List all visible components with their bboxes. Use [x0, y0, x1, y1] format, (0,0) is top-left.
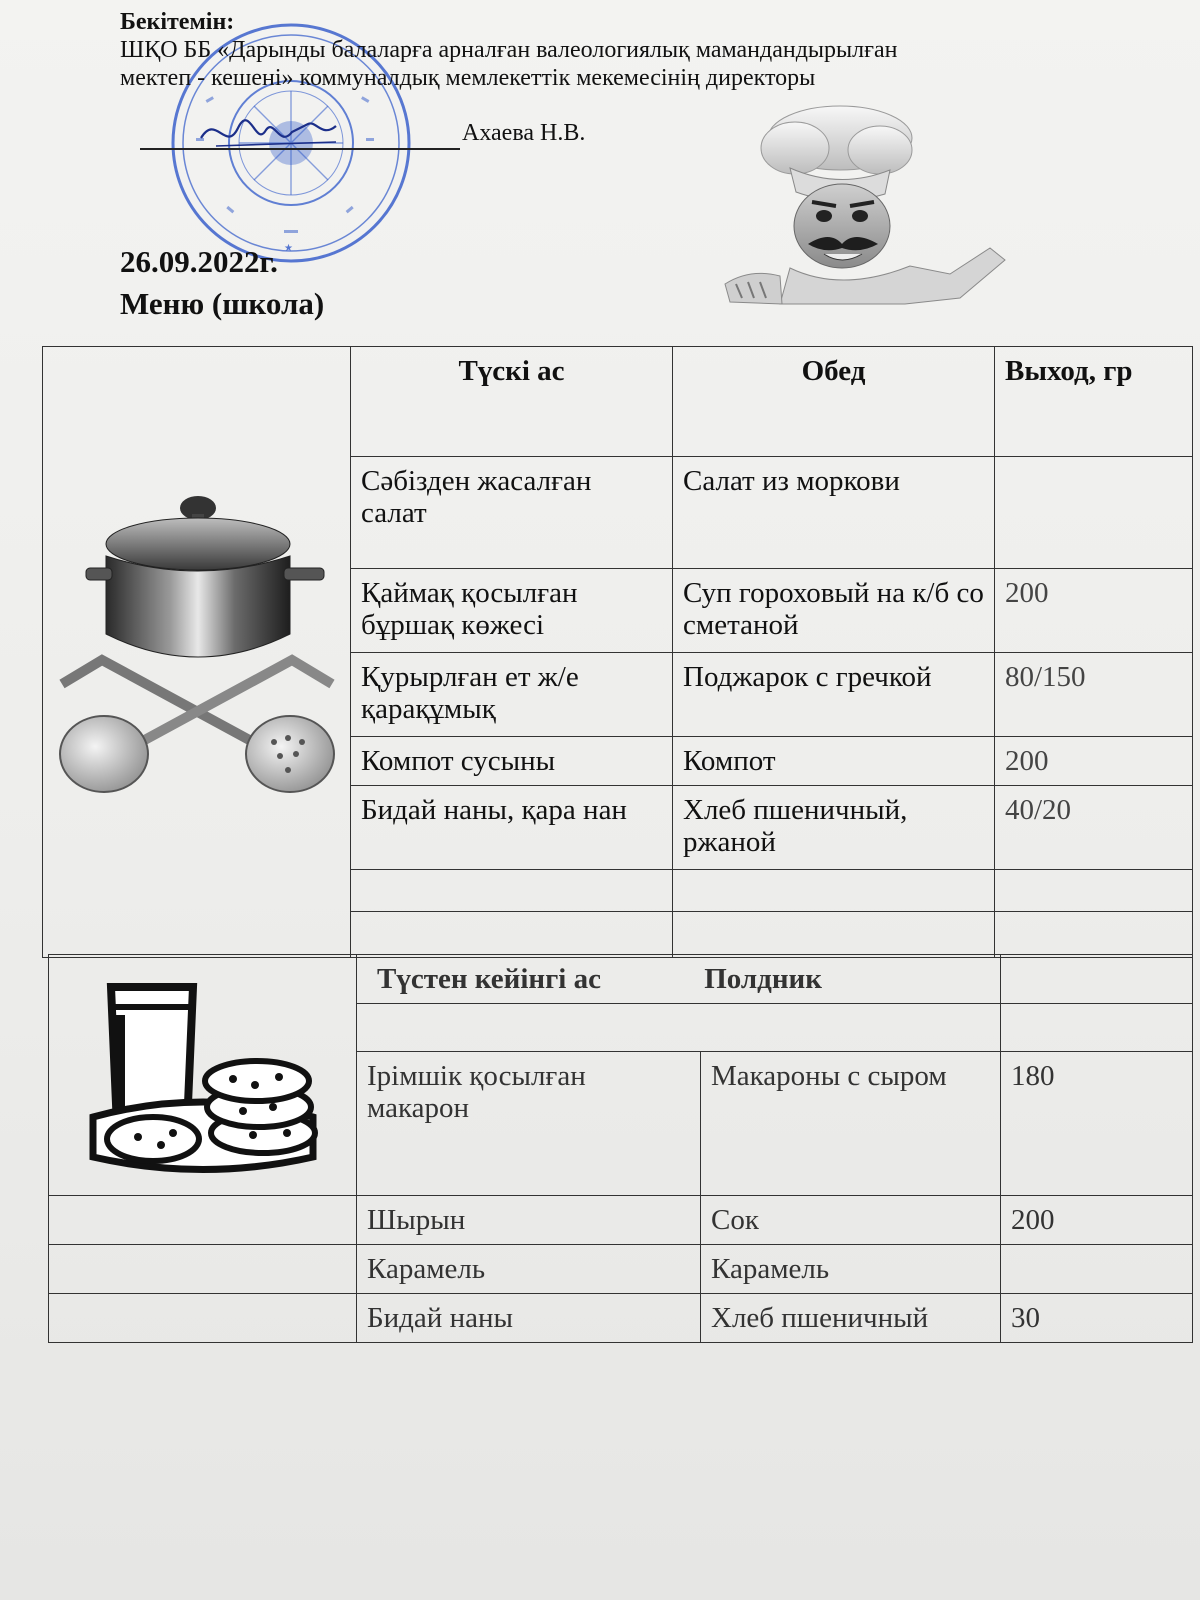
lunch-row-3-ru: Поджарок с гречкой: [673, 653, 995, 737]
snack-empty-row: [357, 1004, 1001, 1052]
snack-row-2-ru: Сок: [701, 1196, 1001, 1245]
snack-row-2-kz: Шырын: [357, 1196, 701, 1245]
lunch-row-4-yield: 200: [995, 737, 1193, 786]
lunch-header-ru: Обед: [673, 347, 995, 457]
ladle-icon: [60, 660, 334, 792]
snack-header-kz: Түстен кейінгі ас: [377, 963, 601, 995]
lunch-row-3-kz: Қурырлған ет ж/е қарақұмық: [351, 653, 673, 737]
lunch-row-7-ru: [673, 912, 995, 958]
lunch-row-7-yield: [995, 912, 1193, 958]
menu-date: 26.09.2022г.: [120, 244, 278, 279]
snack-illustration-cell: [49, 955, 357, 1196]
snack-row-4-ru: Хлеб пшеничный: [701, 1294, 1001, 1343]
glass-icon: [83, 967, 323, 1177]
lunch-row-4-kz: Компот сусыны: [351, 737, 673, 786]
lunch-illustration-cell: [43, 347, 351, 958]
lunch-row-2-yield: 200: [995, 569, 1193, 653]
snack-header-yield: [1001, 955, 1193, 1004]
snack-row-3-yield: [1001, 1245, 1193, 1294]
snack-row-3-kz: Карамель: [357, 1245, 701, 1294]
chef-icon: [720, 98, 1010, 320]
lunch-row-1-ru: Салат из моркови: [673, 457, 995, 569]
snack-row-1-kz: Ірімшік қосылған макарон: [357, 1052, 701, 1196]
menu-title: Меню (школа): [120, 286, 325, 321]
svg-text:★: ★: [284, 243, 293, 254]
snack-row-4-kz: Бидай наны: [357, 1294, 701, 1343]
snack-empty-yield: [1001, 1004, 1193, 1052]
snack-row-2-yield: 200: [1001, 1196, 1193, 1245]
lunch-row-5-kz: Бидай наны, қара нан: [351, 786, 673, 870]
snack-header-row: [357, 955, 1001, 1004]
director-name: Ахаева Н.В.: [462, 120, 586, 146]
snack-row-1-ru: Макароны с сыром: [701, 1052, 1001, 1196]
snack-row-4-yield: 30: [1001, 1294, 1193, 1343]
lunch-row-6-ru: [673, 870, 995, 912]
lunch-row-2-ru: Суп гороховый на к/б со сметаной: [673, 569, 995, 653]
lunch-row-1-kz: Сәбізден жасалған салат: [351, 457, 673, 569]
snack-header-ru: Полдник: [704, 963, 822, 995]
lunch-row-2-kz: Қаймақ қосылған бұршақ көжесі: [351, 569, 673, 653]
snack-row-2-empty: [49, 1196, 357, 1245]
snack-row-3-empty: [49, 1245, 357, 1294]
lunch-header-kz: Түскі ас: [351, 347, 673, 457]
lunch-header-yield: Выход, гр: [995, 347, 1193, 457]
snack-row-4-empty: [49, 1294, 357, 1343]
organization-line-1: ШҚО ББ «Дарынды балаларға арналған валеологиялық мамандандырылған: [120, 37, 898, 63]
snack-row-1-yield: 180: [1001, 1052, 1193, 1196]
snack-table: [48, 954, 1193, 1343]
approval-block: [120, 8, 1160, 92]
lunch-table: [42, 346, 1193, 958]
snack-row-3-ru: Карамель: [701, 1245, 1001, 1294]
organization-line-2: мектеп - кешені» коммуналдық мемлекеттік мекемесінің директоры: [120, 65, 816, 91]
signature-icon: [196, 108, 346, 158]
lunch-row-1-yield: [995, 457, 1193, 569]
signature-line: [140, 148, 460, 150]
lunch-row-4-ru: Компот: [673, 737, 995, 786]
lunch-row-5-ru: Хлеб пшеничный, ржаной: [673, 786, 995, 870]
approval-label: Бекітемін:: [120, 9, 235, 35]
lunch-row-6-yield: [995, 870, 1193, 912]
cooking-pot-icon: [52, 484, 342, 814]
lunch-row-6-kz: [351, 870, 673, 912]
lunch-row-3-yield: 80/150: [995, 653, 1193, 737]
lunch-row-5-yield: 40/20: [995, 786, 1193, 870]
lunch-row-7-kz: [351, 912, 673, 958]
